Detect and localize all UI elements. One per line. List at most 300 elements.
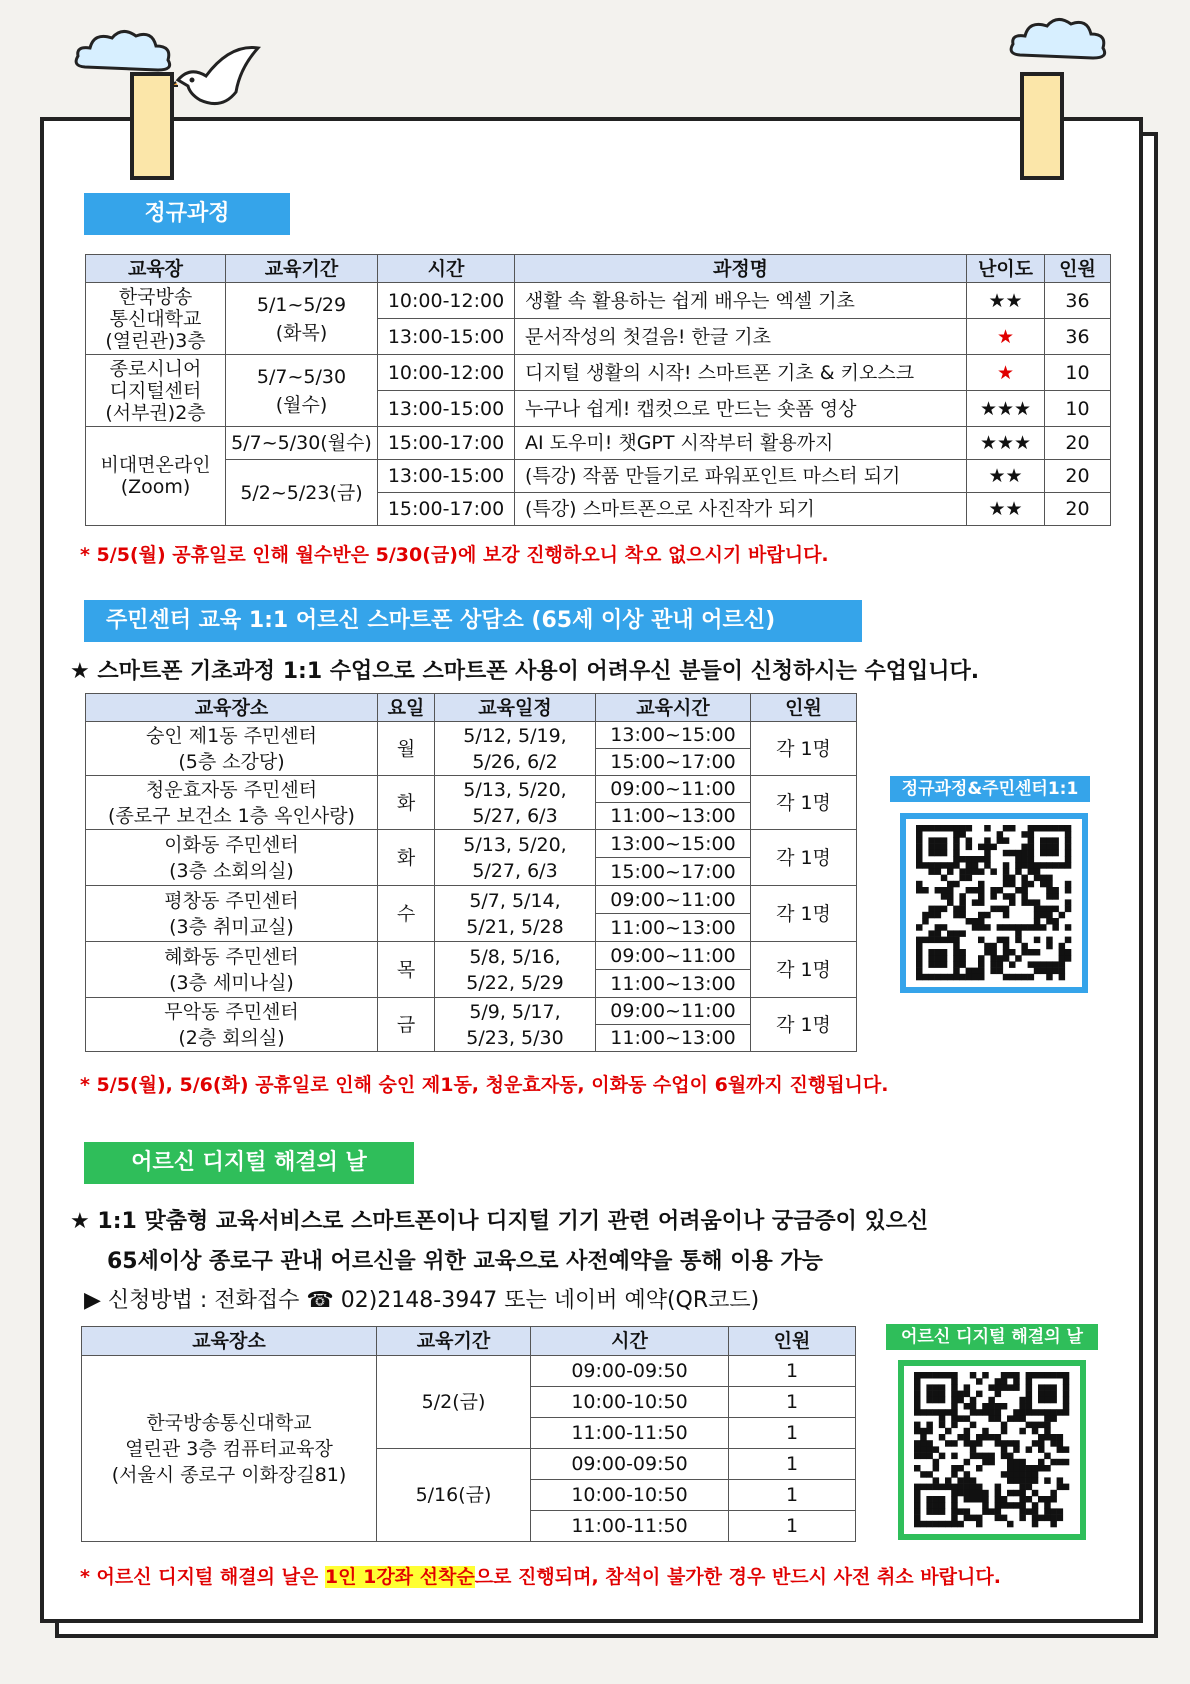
- qr-module: [933, 1409, 940, 1416]
- qr-module: [997, 924, 1004, 931]
- qr-module: [951, 1409, 958, 1416]
- qr-module: [966, 856, 973, 863]
- qr-module: [951, 1453, 958, 1460]
- qr-module: [1026, 1446, 1033, 1453]
- qr-module: [1065, 937, 1072, 944]
- qr-module: [959, 912, 966, 919]
- dates-cell: 5/9, 5/17, 5/23, 5/30: [435, 998, 596, 1052]
- qr-module: [951, 1440, 958, 1447]
- table-header: 인원: [1045, 255, 1111, 283]
- qr-module: [1019, 1515, 1026, 1522]
- qr-module: [959, 893, 966, 900]
- qr-module: [995, 1515, 1002, 1522]
- qr-module: [1034, 906, 1041, 913]
- level-cell: ★: [967, 355, 1045, 391]
- qr-module: [916, 968, 923, 975]
- qr-module: [928, 837, 935, 844]
- qr-module: [988, 1397, 995, 1404]
- course-cell: 누구나 쉽게! 캡컷으로 만드는 숏폼 영상: [515, 391, 967, 427]
- qr-module: [953, 930, 960, 937]
- qr-module: [957, 1508, 964, 1515]
- qr-module: [1013, 1471, 1020, 1478]
- qr-module: [953, 961, 960, 968]
- qr-module: [978, 868, 985, 875]
- qr-module: [959, 868, 966, 875]
- qr-module: [933, 1484, 940, 1491]
- qr-module: [997, 937, 1004, 944]
- qr-module: [947, 887, 954, 894]
- qr-module: [1057, 1372, 1064, 1379]
- qr-module: [966, 918, 973, 925]
- qr-module: [976, 1378, 983, 1385]
- qr-module: [1003, 837, 1010, 844]
- qr-module: [1032, 1409, 1039, 1416]
- qr-module: [1044, 1515, 1051, 1522]
- qr-module: [1040, 881, 1047, 888]
- qr-module: [972, 856, 979, 863]
- period-cell: 5/2~5/23(금): [226, 460, 378, 526]
- qr-module: [976, 1465, 983, 1472]
- qr-module: [1009, 875, 1016, 882]
- qr-module: [978, 912, 985, 919]
- qr-module: [1057, 1484, 1064, 1491]
- count-cell: 20: [1045, 460, 1111, 493]
- qr-module: [1009, 899, 1016, 906]
- qr-module: [964, 1440, 971, 1447]
- qr-module: [947, 862, 954, 869]
- qr-module: [1003, 943, 1010, 950]
- qr-module: [1034, 825, 1041, 832]
- qr-module: [978, 918, 985, 925]
- table-header: 교육기간: [377, 1327, 531, 1356]
- qr-module: [1040, 912, 1047, 919]
- qr-module: [957, 1434, 964, 1441]
- count-cell: 각 1명: [751, 886, 857, 942]
- qr-module: [1040, 961, 1047, 968]
- qr-module: [1032, 1508, 1039, 1515]
- qr-module: [1038, 1391, 1045, 1398]
- qr-module: [939, 1453, 946, 1460]
- qr-module: [1063, 1372, 1070, 1379]
- table-header: 교육시간: [596, 694, 751, 722]
- qr-module: [1021, 899, 1028, 906]
- note-text: 으로 진행되며, 참석이 불가한 경우 반드시 사전 취소 바랍니다.: [474, 1566, 1001, 1588]
- qr-module: [1050, 1372, 1057, 1379]
- qr-module: [1013, 1378, 1020, 1385]
- qr-module: [1007, 1502, 1014, 1509]
- qr-module: [1063, 1378, 1070, 1385]
- qr-module: [990, 887, 997, 894]
- qr-module: [926, 1428, 933, 1435]
- qr-module: [984, 825, 991, 832]
- qr-module: [945, 1428, 952, 1435]
- time-cell: 09:00~11:00: [596, 776, 751, 803]
- qr-module: [947, 930, 954, 937]
- qr-module: [1046, 918, 1053, 925]
- qr-module: [951, 1502, 958, 1509]
- qr-module: [976, 1490, 983, 1497]
- qr-module: [957, 1391, 964, 1398]
- qr-module: [1046, 875, 1053, 882]
- qr-module: [972, 968, 979, 975]
- qr-module: [1001, 1384, 1008, 1391]
- qr-module: [933, 1477, 940, 1484]
- qr-module: [982, 1434, 989, 1441]
- qr-module: [1050, 1384, 1057, 1391]
- qr-module: [1013, 1384, 1020, 1391]
- day-cell: 월: [378, 722, 435, 776]
- qr-module: [997, 831, 1004, 838]
- qr-module: [935, 961, 942, 968]
- qr-module: [1013, 1465, 1020, 1472]
- qr-module: [1050, 1496, 1057, 1503]
- qr-module: [1026, 1471, 1033, 1478]
- level-cell: ★★: [967, 460, 1045, 493]
- qr-module: [916, 955, 923, 962]
- qr-module: [914, 1440, 921, 1447]
- qr-module: [926, 1471, 933, 1478]
- time-cell: 09:00-09:50: [531, 1356, 729, 1387]
- qr-module: [1040, 875, 1047, 882]
- qr-module: [1059, 968, 1066, 975]
- count-cell: 1: [729, 1480, 856, 1511]
- dates-cell: 5/12, 5/19, 5/26, 6/2: [435, 722, 596, 776]
- qr-code-solve[interactable]: [898, 1360, 1086, 1540]
- qr-code-regular[interactable]: [900, 813, 1088, 993]
- qr-module: [914, 1372, 921, 1379]
- qr-module: [914, 1508, 921, 1515]
- qr-module: [984, 837, 991, 844]
- place-cell: 혜화동 주민센터 (3층 세미나실): [86, 942, 378, 998]
- qr-module: [933, 1502, 940, 1509]
- time-cell: 10:00-10:50: [531, 1387, 729, 1418]
- table-header: 교육장: [86, 255, 226, 283]
- day-cell: 목: [378, 942, 435, 998]
- qr-module: [922, 825, 929, 832]
- qr-module: [1063, 1459, 1070, 1466]
- qr-module: [966, 844, 973, 851]
- qr-module: [914, 1453, 921, 1460]
- qr-module: [945, 1484, 952, 1491]
- qr-module: [1034, 924, 1041, 931]
- qr-module: [951, 1521, 958, 1528]
- qr-module: [935, 955, 942, 962]
- qr-module: [928, 955, 935, 962]
- qr-module: [970, 1477, 977, 1484]
- qr-module: [951, 1415, 958, 1422]
- qr-module: [1003, 906, 1010, 913]
- qr-module: [1044, 1397, 1051, 1404]
- qr-module: [1026, 1372, 1033, 1379]
- time-cell: 13:00-15:00: [378, 391, 515, 427]
- qr-module: [1059, 974, 1066, 981]
- qr-module: [1032, 1372, 1039, 1379]
- qr-module: [939, 1496, 946, 1503]
- qr-module: [988, 1434, 995, 1441]
- qr-module: [959, 825, 966, 832]
- qr-module: [970, 1496, 977, 1503]
- solve-table: [81, 1326, 856, 1542]
- qr-module: [1052, 825, 1059, 832]
- qr-module: [995, 1434, 1002, 1441]
- qr-module: [916, 961, 923, 968]
- time-cell: 11:00~13:00: [596, 803, 751, 830]
- qr-module: [988, 1415, 995, 1422]
- day-cell: 화: [378, 830, 435, 886]
- qr-module: [1032, 1471, 1039, 1478]
- qr-module: [1052, 844, 1059, 851]
- period-cell: 5/1~5/29 (화목): [226, 283, 378, 355]
- qr-module: [995, 1409, 1002, 1416]
- qr-module: [914, 1446, 921, 1453]
- qr-module: [953, 906, 960, 913]
- qr-module: [914, 1428, 921, 1435]
- qr-module: [976, 1409, 983, 1416]
- qr-module: [1052, 893, 1059, 900]
- qr-module: [964, 1428, 971, 1435]
- qr-module: [1050, 1490, 1057, 1497]
- qr-module: [933, 1391, 940, 1398]
- qr-module: [935, 825, 942, 832]
- qr-module: [1034, 949, 1041, 956]
- qr-module: [964, 1403, 971, 1410]
- qr-module: [1052, 924, 1059, 931]
- qr-module: [1028, 856, 1035, 863]
- qr-module: [964, 1496, 971, 1503]
- qr-module: [941, 844, 948, 851]
- qr-module: [916, 881, 923, 888]
- qr-module: [1009, 924, 1016, 931]
- qr-module: [995, 1403, 1002, 1410]
- qr-module: [1019, 1428, 1026, 1435]
- qr-module: [990, 955, 997, 962]
- qr-module: [1003, 955, 1010, 962]
- qr-module: [1015, 930, 1022, 937]
- qr-module: [1019, 1490, 1026, 1497]
- count-cell: 1: [729, 1387, 856, 1418]
- qr-module: [928, 974, 935, 981]
- qr-module: [984, 949, 991, 956]
- qr-module: [1044, 1508, 1051, 1515]
- qr-label: 어르신 디지털 해결의 날: [886, 1324, 1098, 1350]
- qr-module: [1026, 1403, 1033, 1410]
- qr-module: [951, 1465, 958, 1472]
- qr-module: [966, 875, 973, 882]
- qr-module: [1034, 918, 1041, 925]
- qr-module: [935, 906, 942, 913]
- qr-module: [1059, 961, 1066, 968]
- qr-module: [957, 1397, 964, 1404]
- qr-module: [997, 955, 1004, 962]
- count-cell: 각 1명: [751, 942, 857, 998]
- qr-module: [1046, 974, 1053, 981]
- qr-module: [964, 1477, 971, 1484]
- qr-module: [914, 1521, 921, 1528]
- qr-module: [1015, 887, 1022, 894]
- qr-module: [1065, 955, 1072, 962]
- qr-module: [1038, 1422, 1045, 1429]
- qr-module: [945, 1440, 952, 1447]
- place-cell: 이화동 주민센터 (3층 소회의실): [86, 830, 378, 886]
- qr-module: [982, 1490, 989, 1497]
- table-header: 교육장소: [82, 1327, 377, 1356]
- qr-module: [1021, 831, 1028, 838]
- qr-module: [982, 1459, 989, 1466]
- qr-module: [1013, 1490, 1020, 1497]
- course-cell: (특강) 스마트폰으로 사진작가 되기: [515, 493, 967, 526]
- dates-cell: 5/7, 5/14, 5/21, 5/28: [435, 886, 596, 942]
- qr-module: [920, 1471, 927, 1478]
- qr-module: [995, 1490, 1002, 1497]
- qr-module: [1046, 912, 1053, 919]
- qr-module: [939, 1415, 946, 1422]
- qr-module: [976, 1484, 983, 1491]
- qr-module: [1013, 1409, 1020, 1416]
- qr-module: [914, 1391, 921, 1398]
- qr-module: [1057, 1508, 1064, 1515]
- qr-module: [941, 937, 948, 944]
- qr-module: [1065, 881, 1072, 888]
- qr-module: [1015, 850, 1022, 857]
- qr-module: [926, 1372, 933, 1379]
- qr-module: [953, 881, 960, 888]
- solve-intro: 65세이상 종로구 관내 어르신을 위한 교육으로 사전예약을 통해 이용 가능: [107, 1249, 823, 1274]
- qr-module: [953, 837, 960, 844]
- qr-module: [1013, 1502, 1020, 1509]
- cloud-icon: [1005, 10, 1115, 65]
- qr-module: [1044, 1496, 1051, 1503]
- section-title-regular: 정규과정: [84, 193, 290, 235]
- qr-module: [951, 1484, 958, 1491]
- venue-cell: 종로시니어 디지털센터 (서부권)2층: [86, 355, 226, 427]
- qr-module: [1015, 924, 1022, 931]
- table-header: 시간: [531, 1327, 729, 1356]
- qr-module: [995, 1496, 1002, 1503]
- qr-module: [1040, 837, 1047, 844]
- time-cell: 11:00~13:00: [596, 970, 751, 998]
- qr-module: [1001, 1428, 1008, 1435]
- qr-module: [1021, 850, 1028, 857]
- qr-module: [922, 918, 929, 925]
- qr-module: [1015, 856, 1022, 863]
- qr-module: [920, 1446, 927, 1453]
- qr-module: [1052, 968, 1059, 975]
- qr-module: [1001, 1496, 1008, 1503]
- qr-module: [990, 943, 997, 950]
- course-cell: 생활 속 활용하는 쉽게 배우는 엑셀 기초: [515, 283, 967, 319]
- qr-module: [964, 1415, 971, 1422]
- qr-module: [988, 1508, 995, 1515]
- qr-module: [1034, 968, 1041, 975]
- qr-module: [920, 1440, 927, 1447]
- qr-module: [1063, 1391, 1070, 1398]
- qr-module: [1038, 1515, 1045, 1522]
- qr-module: [1057, 1459, 1064, 1466]
- qr-module: [1007, 1477, 1014, 1484]
- qr-module: [1050, 1415, 1057, 1422]
- table-header: 요일: [378, 694, 435, 722]
- qr-module: [945, 1372, 952, 1379]
- qr-module: [914, 1515, 921, 1522]
- day-cell: 금: [378, 998, 435, 1052]
- qr-module: [939, 1384, 946, 1391]
- qr-module: [1028, 899, 1035, 906]
- qr-module: [1038, 1440, 1045, 1447]
- count-cell: 36: [1045, 283, 1111, 319]
- level-cell: ★★: [967, 283, 1045, 319]
- qr-module: [951, 1508, 958, 1515]
- qr-module: [928, 937, 935, 944]
- qr-module: [978, 899, 985, 906]
- qr-module: [1026, 1409, 1033, 1416]
- apply-method: ▶ 신청방법 : 전화접수 ☎ 02)2148-3947 또는 네이버 예약(QR코드): [84, 1288, 760, 1313]
- qr-module: [1063, 1384, 1070, 1391]
- qr-module: [1040, 844, 1047, 851]
- qr-module: [1019, 1508, 1026, 1515]
- time-cell: 13:00-15:00: [378, 460, 515, 493]
- qr-module: [1032, 1490, 1039, 1497]
- day-cell: 화: [378, 776, 435, 830]
- qr-module: [945, 1521, 952, 1528]
- qr-module: [984, 850, 991, 857]
- qr-module: [916, 837, 923, 844]
- qr-module: [976, 1434, 983, 1441]
- qr-module: [914, 1378, 921, 1385]
- qr-module: [1057, 1409, 1064, 1416]
- qr-module: [1044, 1422, 1051, 1429]
- qr-module: [935, 868, 942, 875]
- qr-module: [926, 1502, 933, 1509]
- qr-module: [1034, 961, 1041, 968]
- qr-module: [1065, 844, 1072, 851]
- qr-module: [939, 1372, 946, 1379]
- qr-module: [935, 844, 942, 851]
- qr-module: [1021, 875, 1028, 882]
- qr-module: [1034, 868, 1041, 875]
- qr-module: [1028, 850, 1035, 857]
- qr-module: [966, 862, 973, 869]
- qr-module: [964, 1484, 971, 1491]
- qr-module: [1019, 1484, 1026, 1491]
- qr-module: [970, 1446, 977, 1453]
- bird-icon: [170, 40, 270, 120]
- qr-module: [945, 1409, 952, 1416]
- qr-module: [928, 862, 935, 869]
- qr-module: [914, 1502, 921, 1509]
- qr-module: [941, 974, 948, 981]
- count-cell: 20: [1045, 493, 1111, 526]
- qr-module: [920, 1409, 927, 1416]
- qr-module: [1007, 1415, 1014, 1422]
- qr-module: [1015, 955, 1022, 962]
- qr-module: [972, 862, 979, 869]
- qr-module: [1034, 937, 1041, 944]
- qr-module: [1003, 924, 1010, 931]
- count-cell: 1: [729, 1511, 856, 1542]
- qr-module: [982, 1428, 989, 1435]
- qr-module: [959, 899, 966, 906]
- qr-module: [1052, 961, 1059, 968]
- qr-module: [939, 1422, 946, 1429]
- qr-module: [976, 1521, 983, 1528]
- qr-module: [935, 974, 942, 981]
- qr-module: [984, 924, 991, 931]
- qr-module: [1019, 1502, 1026, 1509]
- qr-module: [1046, 825, 1053, 832]
- qr-module: [953, 912, 960, 919]
- qr-module: [984, 844, 991, 851]
- qr-module: [1052, 862, 1059, 869]
